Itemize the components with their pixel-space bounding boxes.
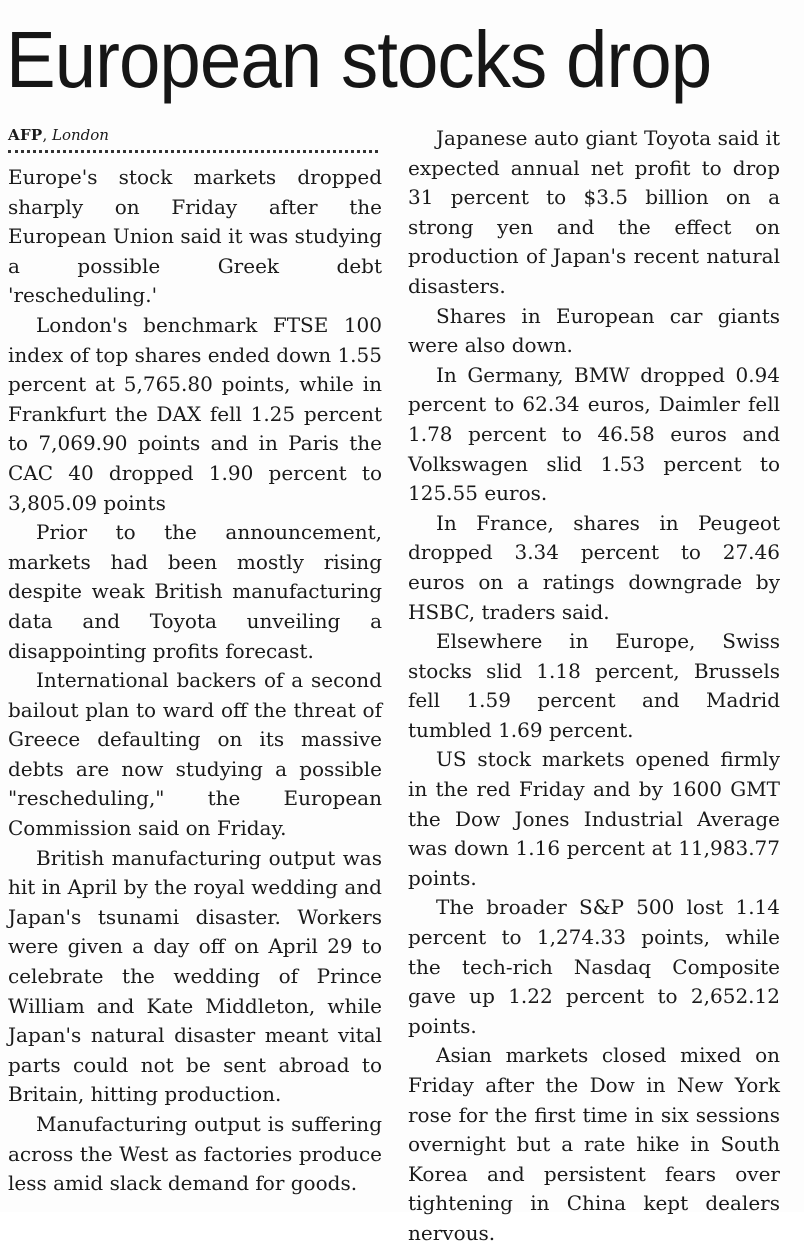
byline xyxy=(8,124,382,146)
byline-location: London xyxy=(52,126,109,144)
paragraph: In Germany, BMW dropped 0.94 percent to 62.34 euros, Daimler fell 1.78 percent to 46.58 euros and Volkswagen slid 1.53 percent to 125.55 euros. xyxy=(408,362,780,506)
paragraph: Europe's stock markets dropped sharply on Friday after the European Union said it was studying a possible Greek debt 'rescheduling.' xyxy=(8,165,382,308)
paragraph: The broader S&P 500 lost 1.14 percent to 1,274.33 points, while the tech-rich Nasdaq Composite gave up 1.22 percent to 2,652.12 points. xyxy=(408,895,780,1038)
dotted-divider xyxy=(8,150,378,153)
paragraph: International backers of a second bailout plan to ward off the threat of Greece defaulting on its massive debts are now studying a possible "rescheduling," the European Commission said on Friday. xyxy=(8,668,382,841)
paragraph: Prior to the announcement, markets had been mostly rising despite weak British manufacturing data and Toyota unveiling a disappointing profits forecast. xyxy=(8,520,382,663)
paragraph: In France, shares in Peugeot dropped 3.34 percent to 27.46 euros on a ratings downgrade by HSBC, traders said. xyxy=(408,510,780,624)
paragraph: British manufacturing output was hit in April by the royal wedding and Japan's tsunami disaster. Workers were given a day off on April 29 to celebrate the wedding of Prince William and Kate Middleton, while Japan's natural disaster meant vital parts could not be sent abroad to Britain, hitting production. xyxy=(8,845,382,1107)
paragraph: Elsewhere in Europe, Swiss stocks slid 1.18 percent, Brussels fell 1.59 percent and Madrid tumbled 1.69 percent. xyxy=(408,629,780,742)
paragraph: Shares in European car giants were also down. xyxy=(408,303,780,358)
paragraph: US stock markets opened firmly in the red Friday and by 1600 GMT the Dow Jones Industrial Average was down 1.16 percent at 11,983.77 points. xyxy=(408,747,780,890)
headline: European stocks drop xyxy=(6,15,712,104)
paragraph: London's benchmark FTSE 100 index of top shares ended down 1.55 percent at 5,765.80 points, while in Frankfurt the DAX fell 1.25 percent to 7,069.90 points and in Paris the CAC 40 dropped 1.90 percent to 3,805.09 points xyxy=(8,312,382,515)
paragraph: Japanese auto giant Toyota said it expected annual net profit to drop 31 percent to $3.5 billion on a strong yen and the effect on production of Japan's recent natural disasters. xyxy=(408,126,780,298)
byline-separator: , xyxy=(42,126,53,144)
paragraph: Manufacturing output is suffering across the West as factories produce less amid slack demand for goods. xyxy=(8,1112,382,1196)
left-column xyxy=(8,124,382,1199)
paragraph: Asian markets closed mixed on Friday after the Dow in New York rose for the first time in six sessions overnight but a rate hike in South Korea and persistent fears over tightening in China kept dealers nervous. xyxy=(408,1043,780,1245)
byline-agency: AFP xyxy=(8,126,43,144)
right-column xyxy=(408,124,780,1249)
